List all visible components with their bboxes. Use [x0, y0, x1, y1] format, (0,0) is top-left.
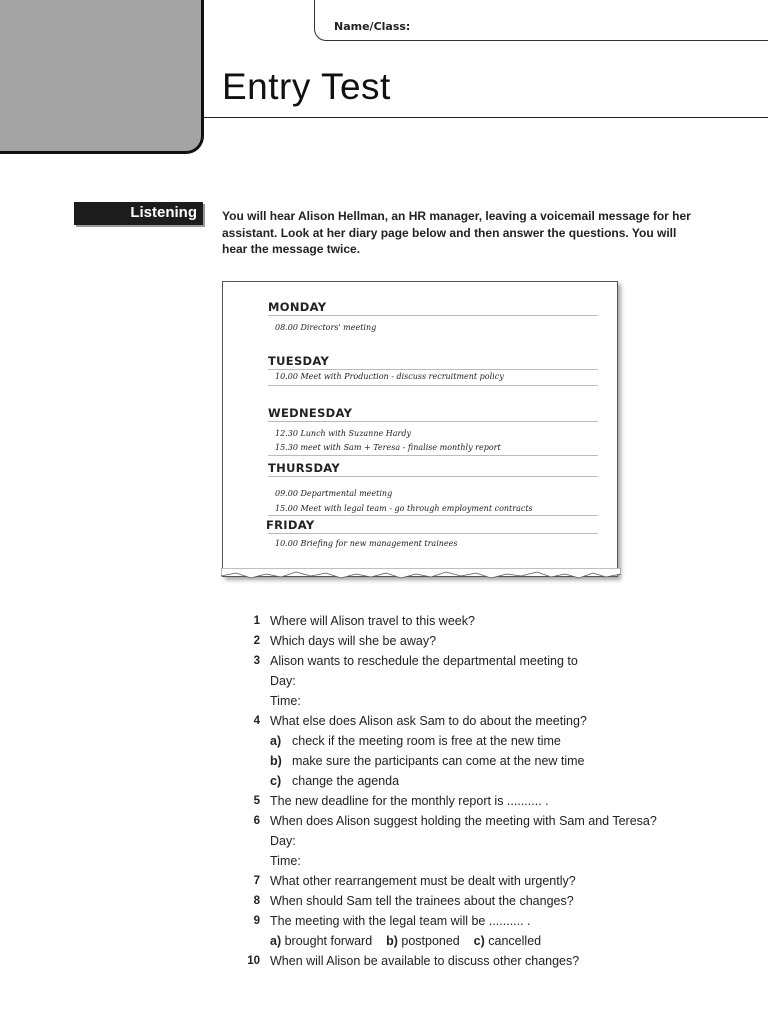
- diary-divider: [268, 421, 598, 422]
- diary-day-thursday: THURSDAY: [268, 461, 341, 475]
- option-letter: c): [473, 934, 485, 948]
- question-item: [242, 811, 722, 831]
- question-text: Alison wants to reschedule the departmental meeting to: [270, 654, 578, 668]
- option-item: [242, 731, 722, 751]
- question-text: The new deadline for the monthly report is .......... .: [270, 794, 549, 808]
- section-tag-label: Listening: [130, 204, 197, 221]
- question-number: 8: [253, 895, 260, 907]
- option-row: [242, 931, 722, 951]
- diary-page: [222, 281, 618, 577]
- option-text: change the agenda: [292, 774, 400, 788]
- diary-entry: 15.00 Meet with legal team - go through employment contracts: [275, 504, 533, 513]
- question-text: What else does Alison ask Sam to do about the meeting?: [270, 714, 587, 728]
- diary-entry: 09.00 Departmental meeting: [275, 489, 393, 498]
- question-item: [242, 951, 722, 971]
- answer-line-day: [242, 671, 722, 691]
- section-tag-listening: [74, 202, 203, 225]
- option-text: brought forward: [284, 934, 373, 948]
- header-decoration-block: [0, 0, 204, 154]
- diary-day-friday: FRIDAY: [266, 518, 315, 532]
- option-letter: c): [270, 774, 282, 788]
- diary-day-tuesday: TUESDAY: [268, 354, 330, 368]
- time-label: Time:: [270, 694, 301, 708]
- question-number: 1: [253, 615, 260, 627]
- option-letter: a): [270, 934, 282, 948]
- diary-day-wednesday: WEDNESDAY: [268, 406, 353, 420]
- diary-divider: [268, 369, 598, 370]
- torn-edge: [221, 568, 621, 582]
- option-item: [242, 771, 722, 791]
- question-item: [242, 651, 722, 671]
- question-text: Where will Alison travel to this week?: [270, 614, 475, 628]
- answer-line-time: [242, 851, 722, 871]
- day-label: Day:: [270, 674, 296, 688]
- question-number: 2: [253, 635, 260, 647]
- question-text: When will Alison be available to discuss other changes?: [270, 954, 580, 968]
- question-number: 3: [253, 655, 260, 667]
- question-item: [242, 891, 722, 911]
- diary-entry: 08.00 Directors' meeting: [275, 323, 377, 332]
- answer-line-day: [242, 831, 722, 851]
- option-text: check if the meeting room is free at the new time: [292, 734, 561, 748]
- page-title: Entry Test: [222, 66, 391, 107]
- question-text: Which days will she be away?: [270, 634, 437, 648]
- question-text: When does Alison suggest holding the meeting with Sam and Teresa?: [270, 814, 657, 828]
- question-item: [242, 711, 722, 731]
- time-label: Time:: [270, 854, 301, 868]
- question-item: [242, 791, 722, 811]
- question-number: 6: [253, 815, 260, 827]
- question-number: 5: [253, 795, 260, 807]
- diary-day-monday: MONDAY: [268, 300, 327, 314]
- question-item: [242, 871, 722, 891]
- diary-divider: [268, 533, 598, 534]
- diary-divider: [268, 315, 598, 316]
- option-letter: b): [270, 754, 282, 768]
- question-number: 10: [247, 955, 260, 967]
- question-item: [242, 911, 722, 931]
- question-text: What other rearrangement must be dealt with urgently?: [270, 874, 576, 888]
- question-text: The meeting with the legal team will be .......... .: [270, 914, 531, 928]
- question-item: [242, 631, 722, 651]
- option-text: make sure the participants can come at the new time: [292, 754, 585, 768]
- diary-divider: [268, 476, 598, 477]
- diary-entry: 12.30 Lunch with Suzanne Hardy: [275, 429, 411, 438]
- diary-entry: 10.00 Briefing for new management trainees: [275, 539, 458, 548]
- question-list: [242, 611, 722, 971]
- option-letter: a): [270, 734, 282, 748]
- diary-entry: 15.30 meet with Sam + Teresa - finalise monthly report: [275, 443, 501, 452]
- diary-divider: [268, 455, 598, 456]
- diary-divider: [268, 515, 598, 516]
- diary-entry: 10.00 Meet with Production - discuss recruitment policy: [275, 372, 504, 381]
- question-number: 4: [253, 715, 260, 727]
- question-text: When should Sam tell the trainees about the changes?: [270, 894, 574, 908]
- section-instructions: You will hear Alison Hellman, an HR manager, leaving a voicemail message for her assistant. Look at her diary page below and then answer the questions. You will hear the message twice.: [222, 209, 691, 256]
- option-item: [242, 751, 722, 771]
- option-letter: b): [386, 934, 398, 948]
- question-number: 7: [253, 875, 260, 887]
- diary-divider: [268, 385, 598, 386]
- question-item: [242, 611, 722, 631]
- question-number: 9: [253, 915, 260, 927]
- option-text: postponed: [401, 934, 460, 948]
- day-label: Day:: [270, 834, 296, 848]
- answer-line-time: [242, 691, 722, 711]
- title-divider: [204, 117, 768, 118]
- option-text: cancelled: [488, 934, 542, 948]
- name-class-label: Name/Class:: [334, 20, 411, 33]
